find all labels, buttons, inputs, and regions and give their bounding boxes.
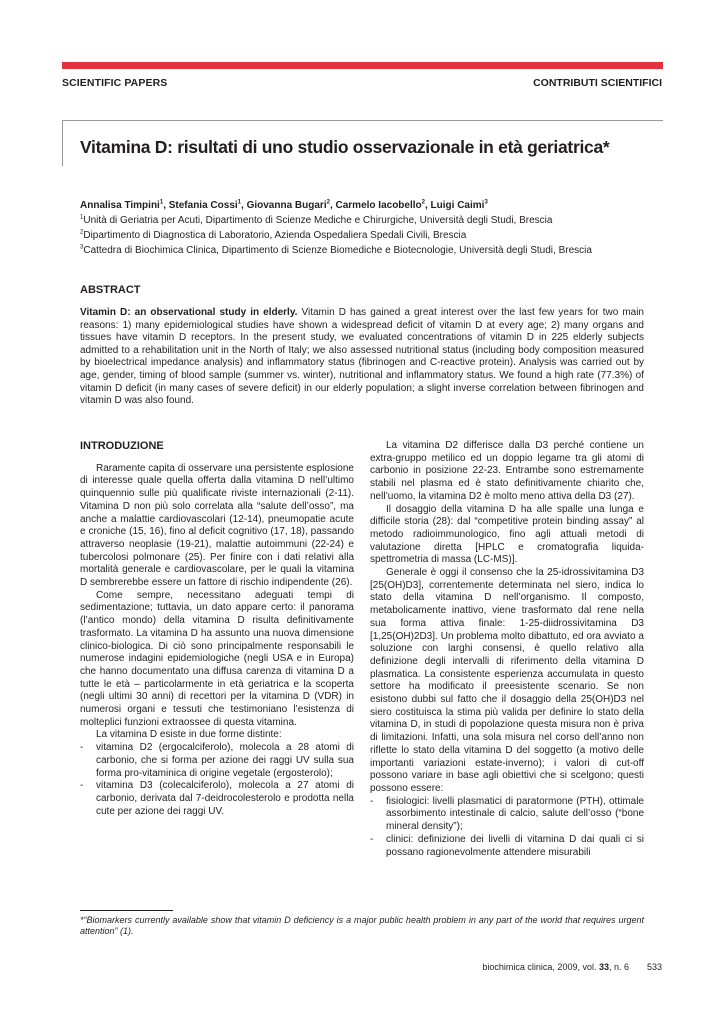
title-top-rule bbox=[62, 120, 663, 121]
author-name: Carmelo Iacobello bbox=[335, 200, 422, 211]
author-name: Giovanna Bugari bbox=[246, 200, 327, 211]
author-sep: , bbox=[163, 200, 169, 211]
section-label-right: CONTRIBUTI SCIENTIFICI bbox=[533, 77, 662, 89]
right-paragraph-1: La vitamina D2 differisce dalla D3 perché contiene un extra-gruppo metilico ed un doppio legame tra gli atomi di carbonio in posizione 22-23. Entrambe sono estremamente stabili nel plasma ed è stato definitivamente chiarito che, nell’uomo, la vitamina D2 è molto meno attiva della D3 (27). bbox=[370, 440, 644, 502]
journal-prefix: biochimica clinica, 2009, vol. bbox=[482, 962, 599, 972]
intro-paragraph-1: Raramente capita di osservare una persistente esplosione di interesse quale quella offerta dalla vitamina D nell’ultimo quinquennio sulle più qualificate riviste internazionali (2-11). Vitamina D non più solo correlata alla “salute dell’osso”, ma anche a malattie cardiovascolari (12-14), pneumopatie acute e croniche (15, 16), fino al deficit cognitivo (17, 18), passando attraverso neoplasie (19-21), malattie autoimmuni (22-24) e tubercolosi polmonare (25). Per finire con i dati relativi alla mortalità generale e cardiovascolare, per le quali la vitamina D sembrerebbe essere un fattore di rischio indipendente (26). bbox=[80, 462, 354, 589]
bullet-dash: - bbox=[80, 742, 84, 754]
intro-paragraph-3: La vitamina D esiste in due forme distinte: bbox=[96, 729, 282, 741]
right-paragraph-2: Il dosaggio della vitamina D ha alle spalle una lunga e difficile storia (28): dal “competitive protein binding assay” al metodo radioimmunologico, fino agli attuali metodi di valutazione diretta [HPLC e cromatografia liquida-spettrometria di massa (LC-MS)]. bbox=[370, 503, 644, 566]
abstract-text: Vitamin D has gained a great interest over the last few years for two main reasons: 1) many epidemiological studies have shown a widespread deficit of vitamin D at every age; 2) many organs and tissues have vitamin D receptors. In the present study, we evaluated concentrations of vitamin D in 225 elderly subjects admitted to a rehabilitation unit in the North of Italy; we also assessed nutritional status (including body composition measured by bioelectrical impedance analysis) and inflammatory status (fibrinogen and C-reactive protein). Analysis was carried out by age, gender, timing of blood sample (summer vs. winter), nutritional and inflammatory status. We found a high rate (77.3%) of vitamin D deficit (in many cases of severe deficit) in our elderly population; a slight inverse correlation between fibrinogen and vitamin D was also found. bbox=[80, 307, 644, 407]
title-side-rule bbox=[62, 120, 63, 166]
author-sep: , bbox=[241, 200, 247, 211]
author-sep: , bbox=[329, 200, 336, 211]
author-affil-sup: 1 bbox=[237, 199, 242, 206]
author-name: Stefania Cossi bbox=[168, 200, 238, 211]
section-label-left: SCIENTIFIC PAPERS bbox=[62, 77, 168, 89]
footnote-rule bbox=[80, 910, 173, 911]
article-title: Vitamina D: risultati di uno studio osservazionale in età geriatrica* bbox=[80, 137, 610, 157]
author-sep: , bbox=[424, 200, 431, 211]
abstract-body bbox=[80, 307, 644, 408]
author-name: Luigi Caimi bbox=[430, 200, 485, 211]
author-affil-sup: 3 bbox=[484, 199, 488, 206]
intro-paragraph-2: Come sempre, necessitano adeguati tempi di sedimentazione; tuttavia, un dato appare certo: il panorama (l’antico mondo) della vitamina D risulta definitivamente trasformato. La vitamina D ha assunto una nuova dimensione clinico-biologica. Di ciò sono principalmente responsabili le numerose indagini epidemiologiche (negli USA e in Europa) che hanno documentato una diffusa carenza di vitamina D a tutte le età – particolarmente in età geriatrica e la scoperta (negli ultimi 30 anni) di recettori per la vitamina D (VDR) in numerosi organi e tessuti che testimoniano l’esistenza di molteplici funzioni extraossee di questa vitamina. bbox=[80, 589, 354, 728]
author-affil-sup: 2 bbox=[421, 199, 425, 206]
affiliation-text: Dipartimento di Diagnostica di Laboratorio, Azienda Ospedaliera Spedali Civili, Brescia bbox=[83, 230, 467, 241]
right-paragraph-3: Generale è oggi il consenso che la 25-idrossivitamina D3 [25(OH)D3], correntemente determinata nel siero, indica lo stato della vitamina D nell’organismo. Il composto, metabolicamente inattivo, viene trasformato dal rene nella sua forma attiva finale: 1-25-diidrossivitamina D3 [1,25(OH)2D3]. Un problema molto dibattuto, ed ora avviato a soluzione con larghi consensi, è quello relativo alla definizione degli intervalli di riferimento della vitamina D plasmatica. La consistente esperienza accumulata in questo settore ha modificato il preesistente scenario. Se non esistono dubbi sul fatto che il dosaggio della 25(OH)D3 nel siero costituisca la stima più valida per definire lo stato della vitamina D, in studi di popolazione questa misura non è priva di limitazioni. Infatti, una sola misura nel corso dell’anno non riflette lo stato della vitamina D del soggetto (a motivo delle importanti variazioni estate-inverno); i valori di cut-off possono variare in base agli obiettivi che si scelgono; questi possono essere: bbox=[370, 567, 644, 794]
author-affil-sup: 2 bbox=[326, 199, 330, 206]
authors bbox=[80, 200, 488, 211]
journal-issue: , n. 6 bbox=[608, 962, 629, 972]
affiliation-2 bbox=[80, 230, 466, 241]
bullet-text: fisiologici: livelli plasmatici di paratormone (PTH), ottimale assorbimento intestinale di calcio, salute dell’osso (“bone mineral density”); bbox=[386, 795, 644, 833]
intro-bullet-1 bbox=[80, 742, 354, 780]
affiliation-1 bbox=[80, 215, 552, 226]
bullet-text: clinici: definizione dei livelli di vitamina D dai quali ci si possano ragionevolmente attendere misurabili bbox=[386, 833, 644, 858]
right-column bbox=[370, 440, 644, 859]
affiliation-text: Cattedra di Biochimica Clinica, Dipartimento di Scienze Biomediche e Biotecnologie, Università degli Studi, Brescia bbox=[83, 245, 592, 256]
page-number: 533 bbox=[646, 962, 662, 972]
bullet-dash: - bbox=[370, 833, 374, 845]
bullet-dash: - bbox=[370, 795, 374, 807]
intro-bullet-2 bbox=[80, 780, 354, 818]
intro-heading: INTRODUZIONE bbox=[80, 440, 164, 452]
author-name: Annalisa Timpini bbox=[80, 200, 160, 211]
bullet-dash: - bbox=[80, 780, 84, 792]
affiliation-sup: 1 bbox=[80, 214, 84, 221]
affiliation-sup: 2 bbox=[80, 229, 84, 236]
affiliation-text: Unità di Geriatria per Acuti, Dipartimento di Scienze Mediche e Chirurgiche, Università degli Studi, Brescia bbox=[83, 215, 553, 226]
bullet-text: vitamina D2 (ergocalciferolo), molecola a 28 atomi di carbonio, che si forma per azione dei raggi UV sulla sua forma pro-vitaminica di origine vegetale (ergosterolo); bbox=[96, 742, 354, 779]
affiliation-sup: 3 bbox=[80, 244, 84, 251]
bullet-text: vitamina D3 (colecalciferolo), molecola a 27 atomi di carbonio, derivata dal 7-deidrocolesterolo e prodotta nella cute per azione dei raggi UV. bbox=[96, 780, 354, 817]
journal-citation bbox=[482, 962, 629, 972]
right-bullet-2 bbox=[370, 834, 644, 859]
author-affil-sup: 1 bbox=[159, 199, 164, 206]
left-column bbox=[80, 440, 354, 818]
abstract-lead: Vitamin D: an observational study in elderly. bbox=[80, 307, 298, 318]
header-red-bar bbox=[62, 62, 663, 69]
abstract-heading: ABSTRACT bbox=[80, 284, 141, 296]
journal-volume: 33 bbox=[598, 962, 609, 972]
right-bullet-1 bbox=[370, 796, 644, 834]
footnote: *“Biomarkers currently available show that vitamin D deficiency is a major public health problem in any part of the world that requires urgent attention” (1). bbox=[80, 915, 644, 936]
affiliation-3 bbox=[80, 245, 592, 256]
